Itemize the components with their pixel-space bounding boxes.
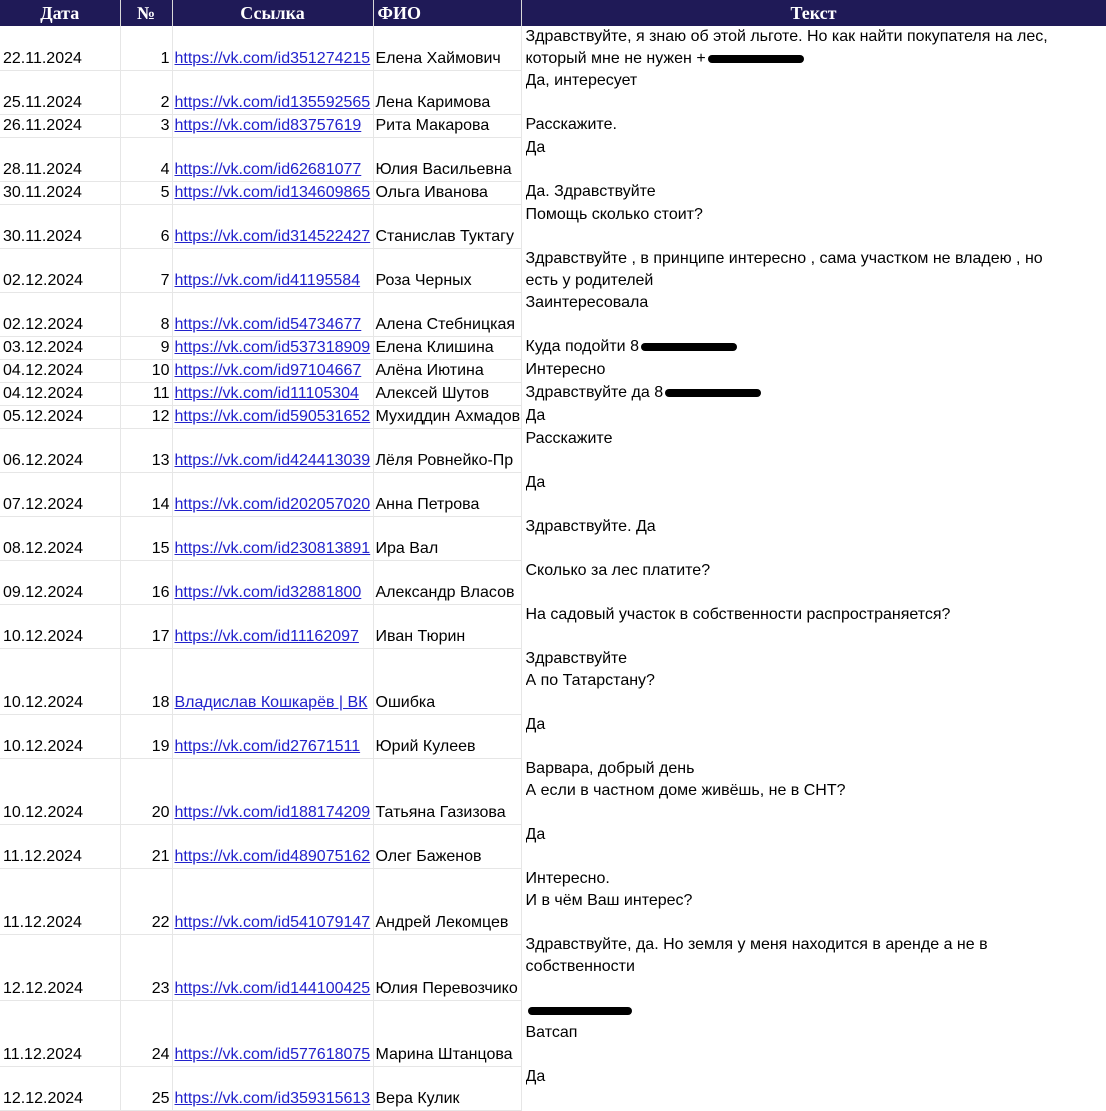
number-cell[interactable]: 23 — [120, 934, 172, 1000]
table-row — [0, 516, 1106, 560]
column-header-num[interactable]: № — [120, 0, 172, 26]
message-text-cell[interactable] — [521, 1066, 1106, 1110]
message-text-line: Здравствуйте, я знаю об этой льготе. Но как найти покупателя на лес, — [525, 28, 1048, 45]
column-header-fio[interactable]: ФИО — [373, 0, 521, 26]
link-cell[interactable] — [172, 181, 373, 204]
name-cell[interactable]: Андрей Лекомцев — [373, 868, 521, 934]
message-text-line: Ватсап — [525, 1024, 578, 1041]
link-cell[interactable] — [172, 934, 373, 1000]
number-cell[interactable]: 13 — [120, 428, 172, 472]
number-cell[interactable]: 7 — [120, 248, 172, 292]
name-cell[interactable]: Татьяна Газизова — [373, 758, 521, 824]
date-cell[interactable]: 28.11.2024 — [0, 137, 120, 181]
link-cell[interactable] — [172, 648, 373, 714]
profile-link[interactable]: https://vk.com/id32881800 — [174, 583, 362, 601]
number-cell[interactable]: 12 — [120, 405, 172, 428]
number-cell[interactable]: 8 — [120, 292, 172, 336]
profile-link[interactable]: https://vk.com/id590531652 — [174, 407, 371, 425]
profile-link[interactable]: https://vk.com/id489075162 — [174, 847, 371, 865]
date-cell[interactable]: 10.12.2024 — [0, 604, 120, 648]
number-cell[interactable]: 24 — [120, 1000, 172, 1066]
number-cell[interactable]: 9 — [120, 336, 172, 359]
profile-link[interactable]: https://vk.com/id351274215 — [174, 49, 371, 67]
profile-link[interactable]: https://vk.com/id135592565 — [174, 93, 371, 111]
name-cell[interactable]: Алёна Иютина — [373, 359, 521, 382]
name-cell[interactable]: Лена Каримова — [373, 70, 521, 114]
number-cell[interactable]: 4 — [120, 137, 172, 181]
number-cell[interactable]: 14 — [120, 472, 172, 516]
message-text-line: А по Татарстану? — [525, 672, 655, 689]
name-cell[interactable]: Ира Вал — [373, 516, 521, 560]
number-cell[interactable]: 15 — [120, 516, 172, 560]
profile-link[interactable]: https://vk.com/id314522427 — [174, 227, 371, 245]
message-text-cell[interactable] — [521, 824, 1106, 868]
number-cell[interactable]: 22 — [120, 868, 172, 934]
message-text-line: Здравствуйте. Да — [525, 518, 656, 535]
name-cell[interactable]: Юлия Васильевна — [373, 137, 521, 181]
name-cell[interactable]: Александр Власов — [373, 560, 521, 604]
name-cell[interactable]: Анна Петрова — [373, 472, 521, 516]
message-text-cell[interactable] — [521, 248, 1106, 292]
table-row — [0, 26, 1106, 70]
date-cell[interactable]: 10.12.2024 — [0, 648, 120, 714]
date-cell[interactable]: 09.12.2024 — [0, 560, 120, 604]
message-text-cell[interactable] — [521, 516, 1106, 560]
message-text-cell[interactable] — [521, 382, 1106, 405]
name-cell[interactable]: Ольга Иванова — [373, 181, 521, 204]
message-text-line: Да — [525, 139, 546, 156]
table-row — [0, 204, 1106, 248]
message-text-cell[interactable] — [521, 70, 1106, 114]
name-cell[interactable]: Вера Кулик — [373, 1066, 521, 1110]
message-text-line: На садовый участок в собственности распространяется? — [525, 606, 951, 623]
message-text-cell[interactable] — [521, 26, 1106, 70]
header-row — [0, 0, 1106, 26]
date-cell[interactable]: 12.12.2024 — [0, 934, 120, 1000]
message-text-line: Куда подойти 8 — [526, 336, 1104, 358]
message-text-cell[interactable] — [521, 405, 1106, 428]
message-text-line: Сколько за лес платите? — [525, 562, 711, 579]
name-cell[interactable]: Рита Макарова — [373, 114, 521, 137]
column-header-date[interactable]: Дата — [0, 0, 120, 26]
profile-link[interactable]: https://vk.com/id27671511 — [174, 737, 361, 755]
redacted-phone-mark — [665, 389, 761, 397]
table-row — [0, 181, 1106, 204]
name-cell[interactable]: Станислав Туктагу — [373, 204, 521, 248]
number-cell[interactable]: 6 — [120, 204, 172, 248]
link-cell[interactable] — [172, 204, 373, 248]
redacted-phone-mark — [528, 1007, 632, 1015]
profile-link[interactable]: https://vk.com/id541079147 — [174, 913, 371, 931]
profile-link[interactable]: https://vk.com/id537318909 — [174, 338, 371, 356]
link-cell[interactable] — [172, 405, 373, 428]
number-cell[interactable]: 5 — [120, 181, 172, 204]
message-text-line: Да — [525, 826, 546, 843]
profile-link[interactable]: https://vk.com/id11162097 — [174, 627, 359, 645]
link-cell[interactable] — [172, 516, 373, 560]
date-cell[interactable]: 11.12.2024 — [0, 1000, 120, 1066]
message-text-cell[interactable] — [521, 758, 1106, 824]
table-body — [0, 26, 1106, 1110]
table-row — [0, 714, 1106, 758]
profile-link[interactable]: https://vk.com/id359315613 — [174, 1089, 371, 1107]
number-cell[interactable]: 11 — [120, 382, 172, 405]
message-text-cell[interactable] — [521, 181, 1106, 204]
date-cell[interactable]: 11.12.2024 — [0, 868, 120, 934]
message-text-line: Здравствуйте , в принципе интересно , сама участком не владею , но — [525, 250, 1043, 267]
table-row — [0, 604, 1106, 648]
link-cell[interactable] — [172, 292, 373, 336]
table-row — [0, 137, 1106, 181]
link-cell[interactable] — [172, 359, 373, 382]
link-cell[interactable] — [172, 1066, 373, 1110]
date-cell[interactable]: 02.12.2024 — [0, 292, 120, 336]
link-cell[interactable] — [172, 114, 373, 137]
name-cell[interactable]: Роза Черных — [373, 248, 521, 292]
profile-link[interactable]: https://vk.com/id144100425 — [174, 979, 371, 997]
number-cell[interactable]: 16 — [120, 560, 172, 604]
message-text-line: Интересно — [525, 361, 606, 378]
message-text-cell[interactable] — [521, 114, 1106, 137]
message-text-line: Варвара, добрый день — [525, 760, 695, 777]
profile-link[interactable]: https://vk.com/id424413039 — [174, 451, 371, 469]
profile-link[interactable]: https://vk.com/id577618075 — [174, 1045, 371, 1063]
number-cell[interactable]: 18 — [120, 648, 172, 714]
message-text-line: Заинтересовала — [525, 294, 649, 311]
message-text-cell[interactable] — [521, 1000, 1106, 1066]
table-row — [0, 114, 1106, 137]
link-cell[interactable] — [172, 472, 373, 516]
message-text-cell[interactable] — [521, 472, 1106, 516]
link-cell[interactable] — [172, 26, 373, 70]
message-text-cell[interactable] — [521, 868, 1106, 934]
link-cell[interactable] — [172, 560, 373, 604]
name-cell[interactable]: Марина Штанцова — [373, 1000, 521, 1066]
date-cell[interactable]: 04.12.2024 — [0, 382, 120, 405]
message-text-cell[interactable] — [521, 336, 1106, 359]
profile-link[interactable]: https://vk.com/id54734677 — [174, 315, 362, 333]
link-cell[interactable] — [172, 868, 373, 934]
message-text-line: собственности — [525, 958, 635, 975]
number-cell[interactable]: 2 — [120, 70, 172, 114]
link-cell[interactable] — [172, 758, 373, 824]
message-text-line: Да — [525, 1068, 546, 1085]
message-text-line: И в чём Ваш интерес? — [525, 892, 693, 909]
date-cell[interactable]: 08.12.2024 — [0, 516, 120, 560]
message-text-cell[interactable] — [521, 359, 1106, 382]
table-row — [0, 382, 1106, 405]
profile-link[interactable]: https://vk.com/id230813891 — [174, 539, 371, 557]
date-cell[interactable]: 12.12.2024 — [0, 1066, 120, 1110]
number-cell[interactable]: 10 — [120, 359, 172, 382]
link-cell[interactable] — [172, 248, 373, 292]
date-cell[interactable]: 02.12.2024 — [0, 248, 120, 292]
date-cell[interactable]: 07.12.2024 — [0, 472, 120, 516]
message-text-line: Здравствуйте — [525, 650, 628, 667]
date-cell[interactable]: 03.12.2024 — [0, 336, 120, 359]
message-text-line: А если в частном доме живёшь, не в СНТ? — [525, 782, 846, 799]
link-cell[interactable] — [172, 714, 373, 758]
column-header-link[interactable]: Ссылка — [172, 0, 373, 26]
number-cell[interactable]: 21 — [120, 824, 172, 868]
number-cell[interactable]: 25 — [120, 1066, 172, 1110]
name-cell[interactable]: Елена Хаймович — [373, 26, 521, 70]
table-row — [0, 359, 1106, 382]
table-row — [0, 1000, 1106, 1066]
message-text-line: Да — [525, 474, 546, 491]
table-row — [0, 248, 1106, 292]
link-cell[interactable] — [172, 382, 373, 405]
message-text-cell[interactable] — [521, 648, 1106, 714]
message-text-line: Здравствуйте, да. Но земля у меня находится в аренде а не в — [525, 936, 988, 953]
message-text-cell[interactable] — [521, 604, 1106, 648]
message-text-cell[interactable] — [521, 204, 1106, 248]
profile-link[interactable]: https://vk.com/id97104667 — [174, 361, 362, 379]
message-text-cell[interactable] — [521, 560, 1106, 604]
link-cell[interactable] — [172, 137, 373, 181]
profile-link[interactable]: https://vk.com/id188174209 — [174, 803, 371, 821]
number-cell[interactable]: 19 — [120, 714, 172, 758]
name-cell[interactable]: Мухиддин Ахмадов — [373, 405, 521, 428]
number-cell[interactable]: 17 — [120, 604, 172, 648]
message-text-line: Да — [525, 407, 546, 424]
date-cell[interactable]: 22.11.2024 — [0, 26, 120, 70]
table-row — [0, 405, 1106, 428]
name-cell[interactable]: Юрий Кулеев — [373, 714, 521, 758]
message-text-cell[interactable] — [521, 934, 1106, 1000]
profile-link[interactable]: https://vk.com/id202057020 — [174, 495, 371, 513]
redacted-phone-mark — [641, 343, 737, 351]
profile-link[interactable]: https://vk.com/id134609865 — [174, 183, 371, 201]
date-cell[interactable]: 05.12.2024 — [0, 405, 120, 428]
number-cell[interactable]: 1 — [120, 26, 172, 70]
message-text-line: есть у родителей — [525, 272, 654, 289]
table-row — [0, 292, 1106, 336]
table-row — [0, 560, 1106, 604]
table-row — [0, 472, 1106, 516]
profile-link[interactable]: https://vk.com/id11105304 — [174, 384, 359, 402]
table-row — [0, 336, 1106, 359]
message-text-line: Расскажите — [525, 430, 613, 447]
date-cell[interactable]: 10.12.2024 — [0, 758, 120, 824]
message-text-cell[interactable] — [521, 714, 1106, 758]
message-text-cell[interactable] — [521, 428, 1106, 472]
name-cell[interactable]: Алена Стебницкая — [373, 292, 521, 336]
table-row — [0, 758, 1106, 824]
message-text-line: Помощь сколько стоит? — [525, 206, 703, 223]
message-text-line: Да. Здравствуйте — [525, 183, 656, 200]
message-text-line: Да — [525, 716, 546, 733]
column-header-text[interactable]: Текст — [521, 0, 1106, 26]
date-cell[interactable]: 30.11.2024 — [0, 204, 120, 248]
profile-link[interactable]: Владислав Кошкарёв | ВК — [174, 693, 368, 711]
name-cell[interactable]: Лёля Ровнейко-Пр — [373, 428, 521, 472]
name-cell[interactable]: Елена Клишина — [373, 336, 521, 359]
table-row — [0, 70, 1106, 114]
date-cell[interactable]: 30.11.2024 — [0, 181, 120, 204]
profile-link[interactable]: https://vk.com/id41195584 — [174, 271, 361, 289]
link-cell[interactable] — [172, 70, 373, 114]
message-text-cell[interactable] — [521, 292, 1106, 336]
message-text-cell[interactable] — [521, 137, 1106, 181]
date-cell[interactable]: 06.12.2024 — [0, 428, 120, 472]
table-row — [0, 934, 1106, 1000]
date-cell[interactable]: 04.12.2024 — [0, 359, 120, 382]
name-cell[interactable]: Ошибка — [373, 648, 521, 714]
table-row — [0, 1066, 1106, 1110]
profile-link[interactable]: https://vk.com/id62681077 — [174, 160, 362, 178]
link-cell[interactable] — [172, 604, 373, 648]
date-cell[interactable]: 26.11.2024 — [0, 114, 120, 137]
profile-link[interactable]: https://vk.com/id83757619 — [174, 116, 362, 134]
message-text-line: который мне не нужен + — [526, 48, 1104, 70]
table-row — [0, 648, 1106, 714]
number-cell[interactable]: 3 — [120, 114, 172, 137]
table-row — [0, 868, 1106, 934]
date-cell[interactable]: 10.12.2024 — [0, 714, 120, 758]
name-cell[interactable]: Юлия Перевозчико — [373, 934, 521, 1000]
message-text-line: Расскажите. — [525, 116, 617, 133]
table-row — [0, 428, 1106, 472]
table-row — [0, 824, 1106, 868]
number-cell[interactable]: 20 — [120, 758, 172, 824]
message-text-line: Здравствуйте да 8 — [526, 382, 1104, 404]
message-text-line: Интересно. — [525, 870, 610, 887]
link-cell[interactable] — [172, 1000, 373, 1066]
date-cell[interactable]: 11.12.2024 — [0, 824, 120, 868]
link-cell[interactable] — [172, 336, 373, 359]
link-cell[interactable] — [172, 824, 373, 868]
link-cell[interactable] — [172, 428, 373, 472]
date-cell[interactable]: 25.11.2024 — [0, 70, 120, 114]
name-cell[interactable]: Иван Тюрин — [373, 604, 521, 648]
message-text-line — [526, 1000, 1104, 1022]
name-cell[interactable]: Олег Баженов — [373, 824, 521, 868]
name-cell[interactable]: Алексей Шутов — [373, 382, 521, 405]
redacted-phone-mark — [708, 55, 804, 63]
message-text-line: Да, интересует — [525, 72, 638, 89]
